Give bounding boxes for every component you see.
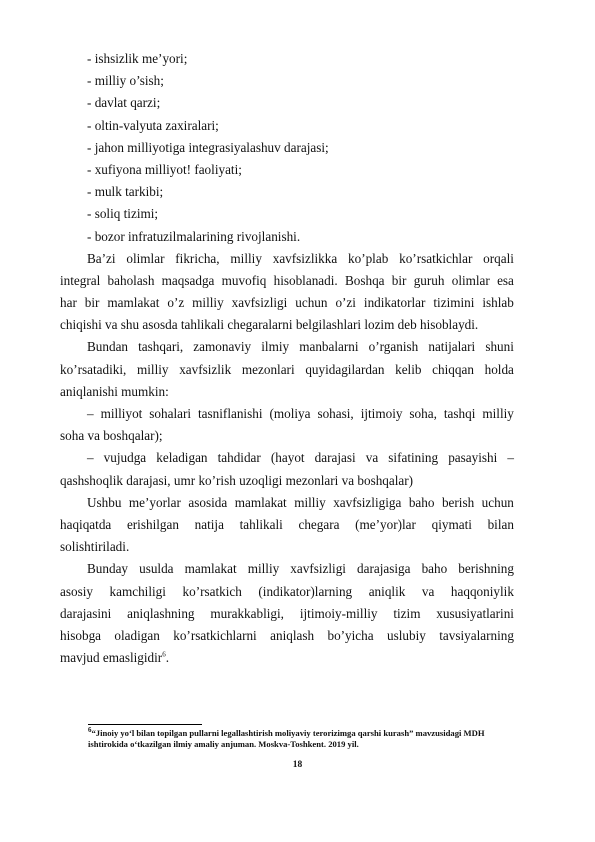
word: mamlakat (184, 561, 237, 577)
word: hisoblanadi. (273, 272, 338, 288)
list-item: - soliq tizimi; (87, 206, 159, 222)
word: erishilgan (126, 516, 179, 532)
paragraph-line (60, 647, 514, 669)
word: milliyot (100, 406, 143, 421)
word: quyidagilardan (305, 361, 385, 377)
word: baho (408, 494, 435, 510)
word: tahlikali (239, 516, 283, 532)
word: guruh (413, 272, 445, 288)
paragraph-line (60, 492, 514, 514)
word: haqiqatda (60, 516, 112, 532)
word: va (365, 450, 379, 466)
word: darajasiga (357, 561, 411, 577)
footnote-text: “Jinoiy yo‘l bilan topilgan pullarni legallashtirish moliyaviy terorizimga qarshi kurash” mavzusidagi MDH ishtirokida o‘tkazilgan ilmiy amaliy anjuman. Moskva-Toshkent. 2019 yil. (88, 728, 485, 749)
word: har (60, 295, 77, 311)
word: milliy (294, 494, 326, 510)
word: va (421, 583, 435, 599)
word: indikatorlar (363, 295, 426, 311)
word: – (507, 450, 514, 466)
paragraph-line (60, 292, 514, 314)
word: hisobga (60, 627, 102, 643)
word: darajasi (314, 450, 356, 466)
word: aniqlash (270, 627, 315, 643)
word: xavfsizligi (231, 295, 288, 311)
list-item: - bozor infratuzilmalarining rivojlanishi. (87, 228, 301, 244)
list-item: - mulk tarkibi; (87, 184, 164, 200)
paragraph-line (60, 447, 514, 469)
page-number: 18 (292, 760, 303, 770)
word: orqali (483, 250, 514, 266)
list-item: - davlat qarzi; (87, 95, 161, 111)
word: (me’yor)lar (355, 516, 416, 532)
word: soha, (409, 406, 437, 421)
word: uchun (295, 295, 328, 311)
footnote-marker: 6 (88, 726, 92, 735)
word: milliy (247, 561, 280, 577)
word: olimlar (126, 250, 165, 266)
word: maqsadga (161, 272, 215, 288)
paragraph-line (60, 359, 514, 381)
word: muvofiq (221, 272, 267, 288)
list-item: - jahon milliyotiga integrasiyalashuv darajasi; (87, 139, 329, 155)
word: tizimini (433, 295, 475, 311)
word: bir (391, 272, 407, 288)
paragraph-line (60, 336, 514, 358)
paragraph-line (60, 270, 514, 292)
word: asosida (188, 494, 228, 510)
word: ijtimoiy-milliy (299, 605, 378, 621)
word: mezonlari (241, 361, 295, 377)
word: uslubiy (387, 627, 426, 643)
word: – (87, 450, 94, 466)
word: aniqlik (368, 583, 406, 599)
word: milliy (136, 361, 169, 377)
word: – (87, 406, 94, 421)
list-item: - ishsizlik me’yori; (87, 51, 188, 66)
word: (moliya (269, 406, 311, 421)
word: ko’rsatkichlarni (173, 627, 257, 643)
word: ko’rsatadiki, (60, 361, 127, 377)
word: milliy (192, 295, 224, 311)
word: xavfsizligi (290, 561, 346, 577)
period: . (165, 650, 169, 666)
word: mamlakat (234, 494, 287, 510)
word: ilmiy (261, 339, 290, 355)
word: Ushbu (87, 494, 122, 510)
word: o’zi (335, 295, 356, 311)
word: darajasini (60, 605, 112, 621)
word: integral (60, 272, 101, 288)
word: natija (194, 516, 224, 532)
word: berishning (458, 561, 514, 577)
word: aniqlashning (127, 605, 195, 621)
paragraph-line (60, 403, 514, 425)
paragraph-line: aniqlanishi mumkin: (60, 383, 169, 399)
word: shuni (485, 339, 514, 355)
word: keladigan (156, 450, 208, 466)
word: baholash (107, 272, 155, 288)
word: haqqoniylik (450, 583, 514, 599)
word: (indikator)larning (258, 583, 353, 599)
word: olimlar (451, 272, 490, 288)
word: chegara (298, 516, 340, 532)
word: baho (421, 561, 448, 577)
word: ijtimoiy (360, 406, 403, 421)
word: oladigan (114, 627, 160, 643)
word: bir (84, 295, 100, 311)
word: xavfsizligiga (333, 494, 402, 510)
word: xavfsizlikka (272, 250, 338, 266)
word: milliy (230, 250, 262, 266)
footnote (88, 728, 520, 750)
paragraph-line (60, 581, 514, 603)
word: tahdidar (217, 450, 261, 466)
word: tashqi (443, 406, 476, 421)
word: kelib (395, 361, 422, 377)
list-item: - milliy o’sish; (87, 73, 164, 89)
paragraph-line (60, 514, 514, 536)
word: xavfsizlik (179, 361, 232, 377)
word: fikricha, (175, 250, 220, 266)
word: esa (497, 272, 514, 288)
word: zamonaviy (193, 339, 252, 355)
word: Bundan (87, 339, 129, 355)
paragraph-line (60, 625, 514, 647)
word: Boshqa (344, 272, 385, 288)
paragraph-line (60, 248, 514, 270)
word: (hayot (270, 450, 305, 466)
word: tashqari, (138, 339, 184, 355)
word: ishlab (482, 295, 514, 311)
word: holda (484, 361, 514, 377)
word: milliy (482, 406, 514, 421)
word: vujudga (103, 450, 147, 466)
word: ko’rsatkich (182, 583, 242, 599)
word: sohalari (149, 406, 192, 421)
word: Bunday (87, 561, 129, 577)
list-item: - xufiyona milliyot! faoliyati; (87, 161, 242, 177)
body-text (60, 48, 514, 669)
word: bilan (487, 516, 514, 532)
paragraph-line (60, 558, 514, 580)
paragraph-line: chiqishi va shu asosda tahlikali chegaralarni belgilashlari lozim deb hisoblaydi. (60, 317, 479, 333)
footnote-reference[interactable]: 6 (162, 650, 166, 659)
word: bo’yicha (327, 627, 374, 643)
word: usulda (139, 561, 174, 577)
word: manbalarni (299, 339, 359, 355)
word: uchun (481, 494, 514, 510)
footnote-separator (88, 724, 202, 725)
word: tavsiyalarning (439, 627, 514, 643)
word: sohasi, (317, 406, 354, 421)
word: tasniflanishi (198, 406, 263, 421)
word: chiqqan (432, 361, 474, 377)
word: o’rganish (368, 339, 419, 355)
word: sifatining (388, 450, 439, 466)
word: Ba’zi (87, 250, 116, 266)
word: asosiy (60, 583, 93, 599)
word: o’z (167, 295, 185, 311)
paragraph-line: soha va boshqalar); (60, 428, 163, 444)
paragraph-line (60, 603, 514, 625)
paragraph-text: mavjud emasligidir (60, 650, 163, 666)
word: murakkabligi, (210, 605, 284, 621)
paragraph-line: qashshoqlik darajasi, umr ko’rish uzoqligi mezonlari va boshqalar) (60, 472, 414, 488)
list-item: - oltin-valyuta zaxiralari; (87, 117, 219, 133)
word: qiymati (431, 516, 472, 532)
paragraph-line: solishtiriladi. (60, 539, 130, 555)
word: natijalari (428, 339, 476, 355)
word: kamchiligi (109, 583, 166, 599)
word: xususiyatlarini (436, 605, 514, 621)
word: mamlakat (107, 295, 160, 311)
word: ko’rsatkichlar (399, 250, 473, 266)
word: berish (441, 494, 475, 510)
word: pasayishi (448, 450, 498, 466)
word: me’yorlar (128, 494, 181, 510)
word: tizim (393, 605, 421, 621)
word: ko’plab (348, 250, 389, 266)
